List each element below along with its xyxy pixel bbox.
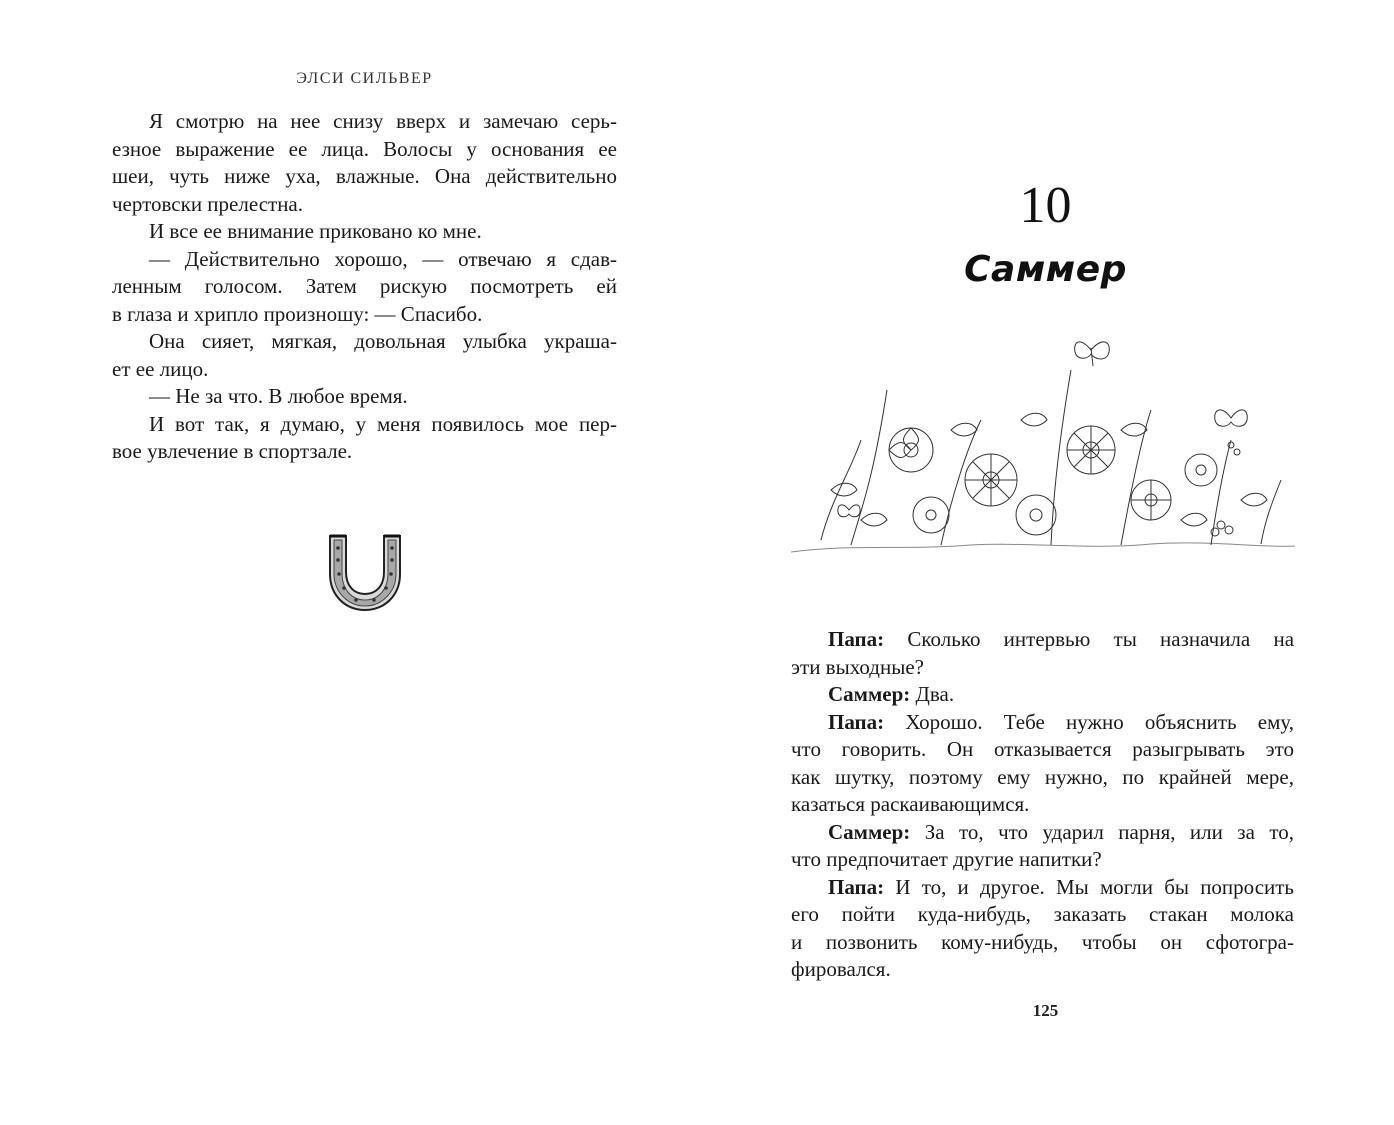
dialogue-line: Папа: И то, и другое. Мы могли бы попросить <box>828 874 1295 899</box>
chapter-number: 10 <box>1019 177 1072 234</box>
dialogue-line: что говорить. Он отказывается разыгрывать это <box>791 737 1294 761</box>
right-body-text <box>791 626 1294 984</box>
chapter-title: Саммер <box>964 249 1127 290</box>
flowers-butterflies-icon <box>791 330 1295 555</box>
text-line: Я смотрю на нее снизу вверх и замечаю серь- <box>149 109 617 133</box>
text-line: ленным голосом. Затем рискую посмотреть ей <box>112 274 617 298</box>
dialogue-line: что предпочитает другие напитки? <box>791 847 1102 871</box>
text-line: езное выражение ее лица. Волосы у основания ее <box>112 136 617 161</box>
text-line: шеи, чуть ниже уха, влажные. Она действительно <box>112 164 617 188</box>
text-line: ет ее лицо. <box>112 356 209 381</box>
right-page <box>697 0 1394 1125</box>
speaker-name: Саммер: <box>828 682 911 706</box>
dialogue-line: его пойти куда-нибудь, заказать стакан молока <box>791 902 1294 926</box>
dialogue-line: казаться раскаивающимся. <box>791 792 1030 816</box>
text-line: — Не за что. В любое время. <box>149 384 408 408</box>
dialogue-line: фировался. <box>791 957 891 981</box>
dialogue-line: эти выходные? <box>791 654 924 679</box>
dialogue-line: Саммер: За то, что ударил парня, или за то, <box>828 819 1294 844</box>
dialogue-line: Папа: Хорошо. Тебе нужно объяснить ему, <box>828 709 1295 734</box>
speaker-name: Папа: <box>828 627 885 651</box>
dialogue-line: Саммер: Два. <box>828 682 955 706</box>
text-line: И вот так, я думаю, у меня появилось мое пер- <box>149 411 617 436</box>
speaker-name: Папа: <box>828 709 885 734</box>
dialogue-line: Папа: Сколько интервью ты назначила на <box>828 627 1295 651</box>
text-line: в глаза и хрипло произношу: — Спасибо. <box>112 301 483 326</box>
running-head: ЭЛСИ СИЛЬВЕР <box>296 70 433 87</box>
speaker-name: Саммер: <box>828 819 911 844</box>
text-line: Она сияет, мягкая, довольная улыбка украша- <box>149 329 617 353</box>
text-line: И все ее внимание приковано ко мне. <box>149 219 482 243</box>
text-line: чертовски прелестна. <box>112 191 303 216</box>
page-number: 125 <box>1032 1001 1059 1020</box>
text-line: — Действительно хорошо, — отвечаю я сдав- <box>149 246 617 271</box>
left-body-text <box>112 108 617 466</box>
dialogue-line: как шутку, поэтому ему нужно, по крайней мере, <box>791 764 1294 789</box>
text-line: вое увлечение в спортзале. <box>112 439 353 463</box>
horseshoe-icon <box>322 528 408 614</box>
dialogue-line: и позвонить кому-нибудь, чтобы он сфотогра- <box>791 929 1294 954</box>
speaker-name: Папа: <box>828 874 885 899</box>
